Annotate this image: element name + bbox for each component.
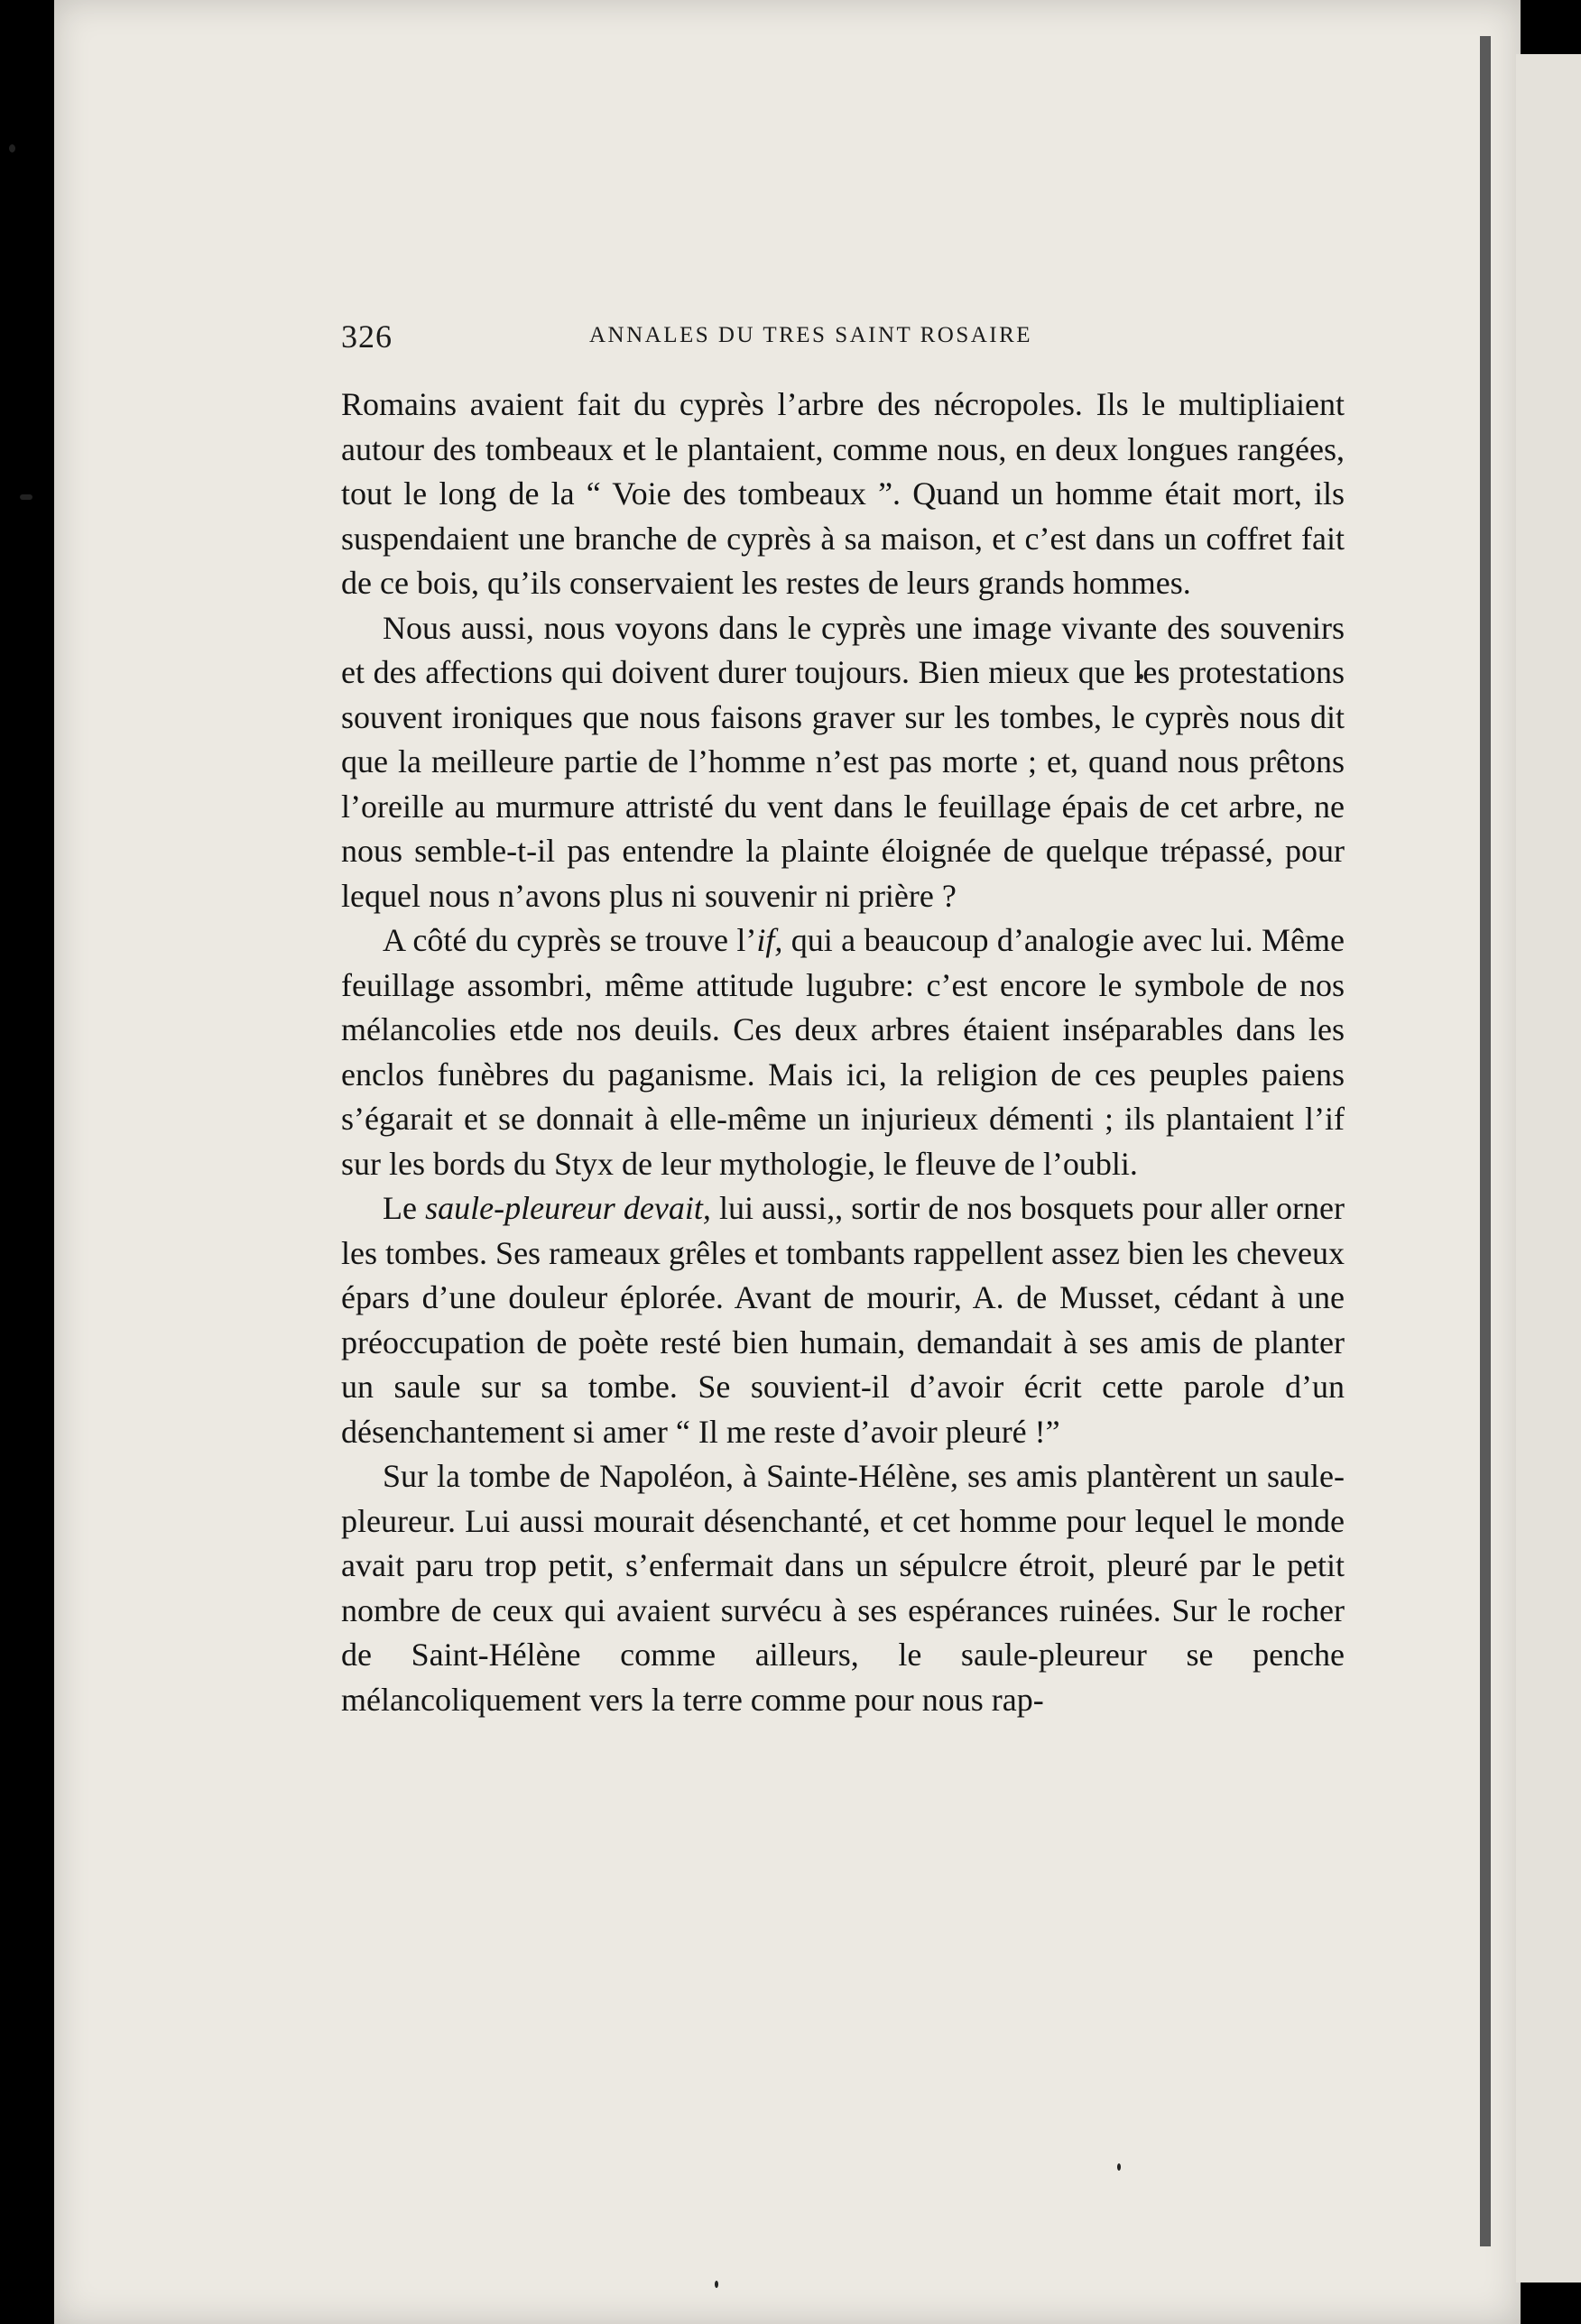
- paragraph-text: lui aussi,, sortir de nos bosquets pour aller orner les tombes. Ses rameaux grêles et tombants rappellent assez bien les cheveux épars d’une douleur éplorée. Avant de mourir, A. de Musset, cédant à une préoccupation de poète resté bien humain, demandait à ses amis de planter un saule sur sa tombe. Se souvient-il d’avoir écrit cette parole d’un désenchantement si amer “ Il me reste d’avoir pleuré !”: [341, 1190, 1345, 1450]
- paragraph-text: Romains avaient fait du cyprès l’arbre des nécropoles. Ils le multipliaient autour des tombeaux et le plantaient, comme nous, en deux longues rangées, tout le long de la “ Voie des tombeaux ”. Quand un homme était mort, ils suspendaient une branche de cyprès à sa maison, et c’est dans un coffret fait de ce bois, qu’ils conservaient les restes de leurs grands hommes.: [341, 386, 1345, 601]
- paragraph-text: A côté du cyprès se trouve l’: [383, 922, 757, 958]
- page-number: 326: [341, 318, 393, 355]
- paragraph-5: [341, 1454, 1345, 1722]
- paragraph-text: Sur la tombe de Napoléon, à Sainte-Hélène, ses amis plantèrent un saule-pleureur. Lui aussi mourait désenchanté, et cet homme pour lequel le monde avait paru trop petit, s’enfermait dans un sépulcre étroit, pleuré par le petit nombre de ceux qui avaient survécu à ses espérances ruinées. Sur le rocher de Saint-Hélène comme ailleurs, le saule-pleureur se penche mélancoliquement vers la terre comme pour nous rap-: [341, 1458, 1345, 1718]
- paragraph-text: Le: [383, 1190, 426, 1226]
- scan-speck: [715, 2281, 718, 2288]
- italic-term: saule-pleureur devait,: [425, 1190, 711, 1226]
- scan-speck: [20, 494, 32, 500]
- paragraph-3: [341, 918, 1345, 1186]
- page-edge-shadow: [1480, 36, 1491, 2246]
- body-text: [341, 383, 1345, 1722]
- adjacent-page-strip: [1516, 54, 1581, 2282]
- paragraph-text: Nous aussi, nous voyons dans le cyprès une image vivante des souvenirs et des affections qui doivent durer toujours. Bien mieux que les protestations souvent ironiques que nous faisons graver sur les tombes, le cyprès nous dit que la meilleure partie de l’homme n’est pas morte ; et, quand nous prêtons l’oreille au murmure attristé du vent dans le feuillage épais de cet arbre, ne nous semble-t-il pas entendre la plainte éloignée de quelque trépassé, pour lequel nous n’avons plus ni souvenir ni prière ?: [341, 609, 1345, 914]
- italic-term: if,: [756, 922, 783, 958]
- scan-speck: [9, 144, 15, 152]
- paragraph-2: [341, 606, 1345, 919]
- paragraph-4: [341, 1186, 1345, 1454]
- paragraph-text: qui a beaucoup d’analogie avec lui. Même feuillage assombri, même attitude lugubre: c’est encore le symbole de nos mélancolies etde nos deuils. Ces deux arbres étaient inséparables dans les enclos funèbres du paganisme. Mais ici, la religion de ces peuples paiens s’égarait et se donnait à elle-même un injurieux démenti ; ils plantaient l’if sur les bords du Styx de leur mythologie, le fleuve de l’oubli.: [341, 922, 1345, 1182]
- running-title: ANNALES DU TRES SAINT ROSAIRE: [589, 323, 1033, 347]
- scan-speck: [1117, 2163, 1121, 2171]
- page-header: [341, 318, 1352, 354]
- paragraph-1: [341, 383, 1345, 606]
